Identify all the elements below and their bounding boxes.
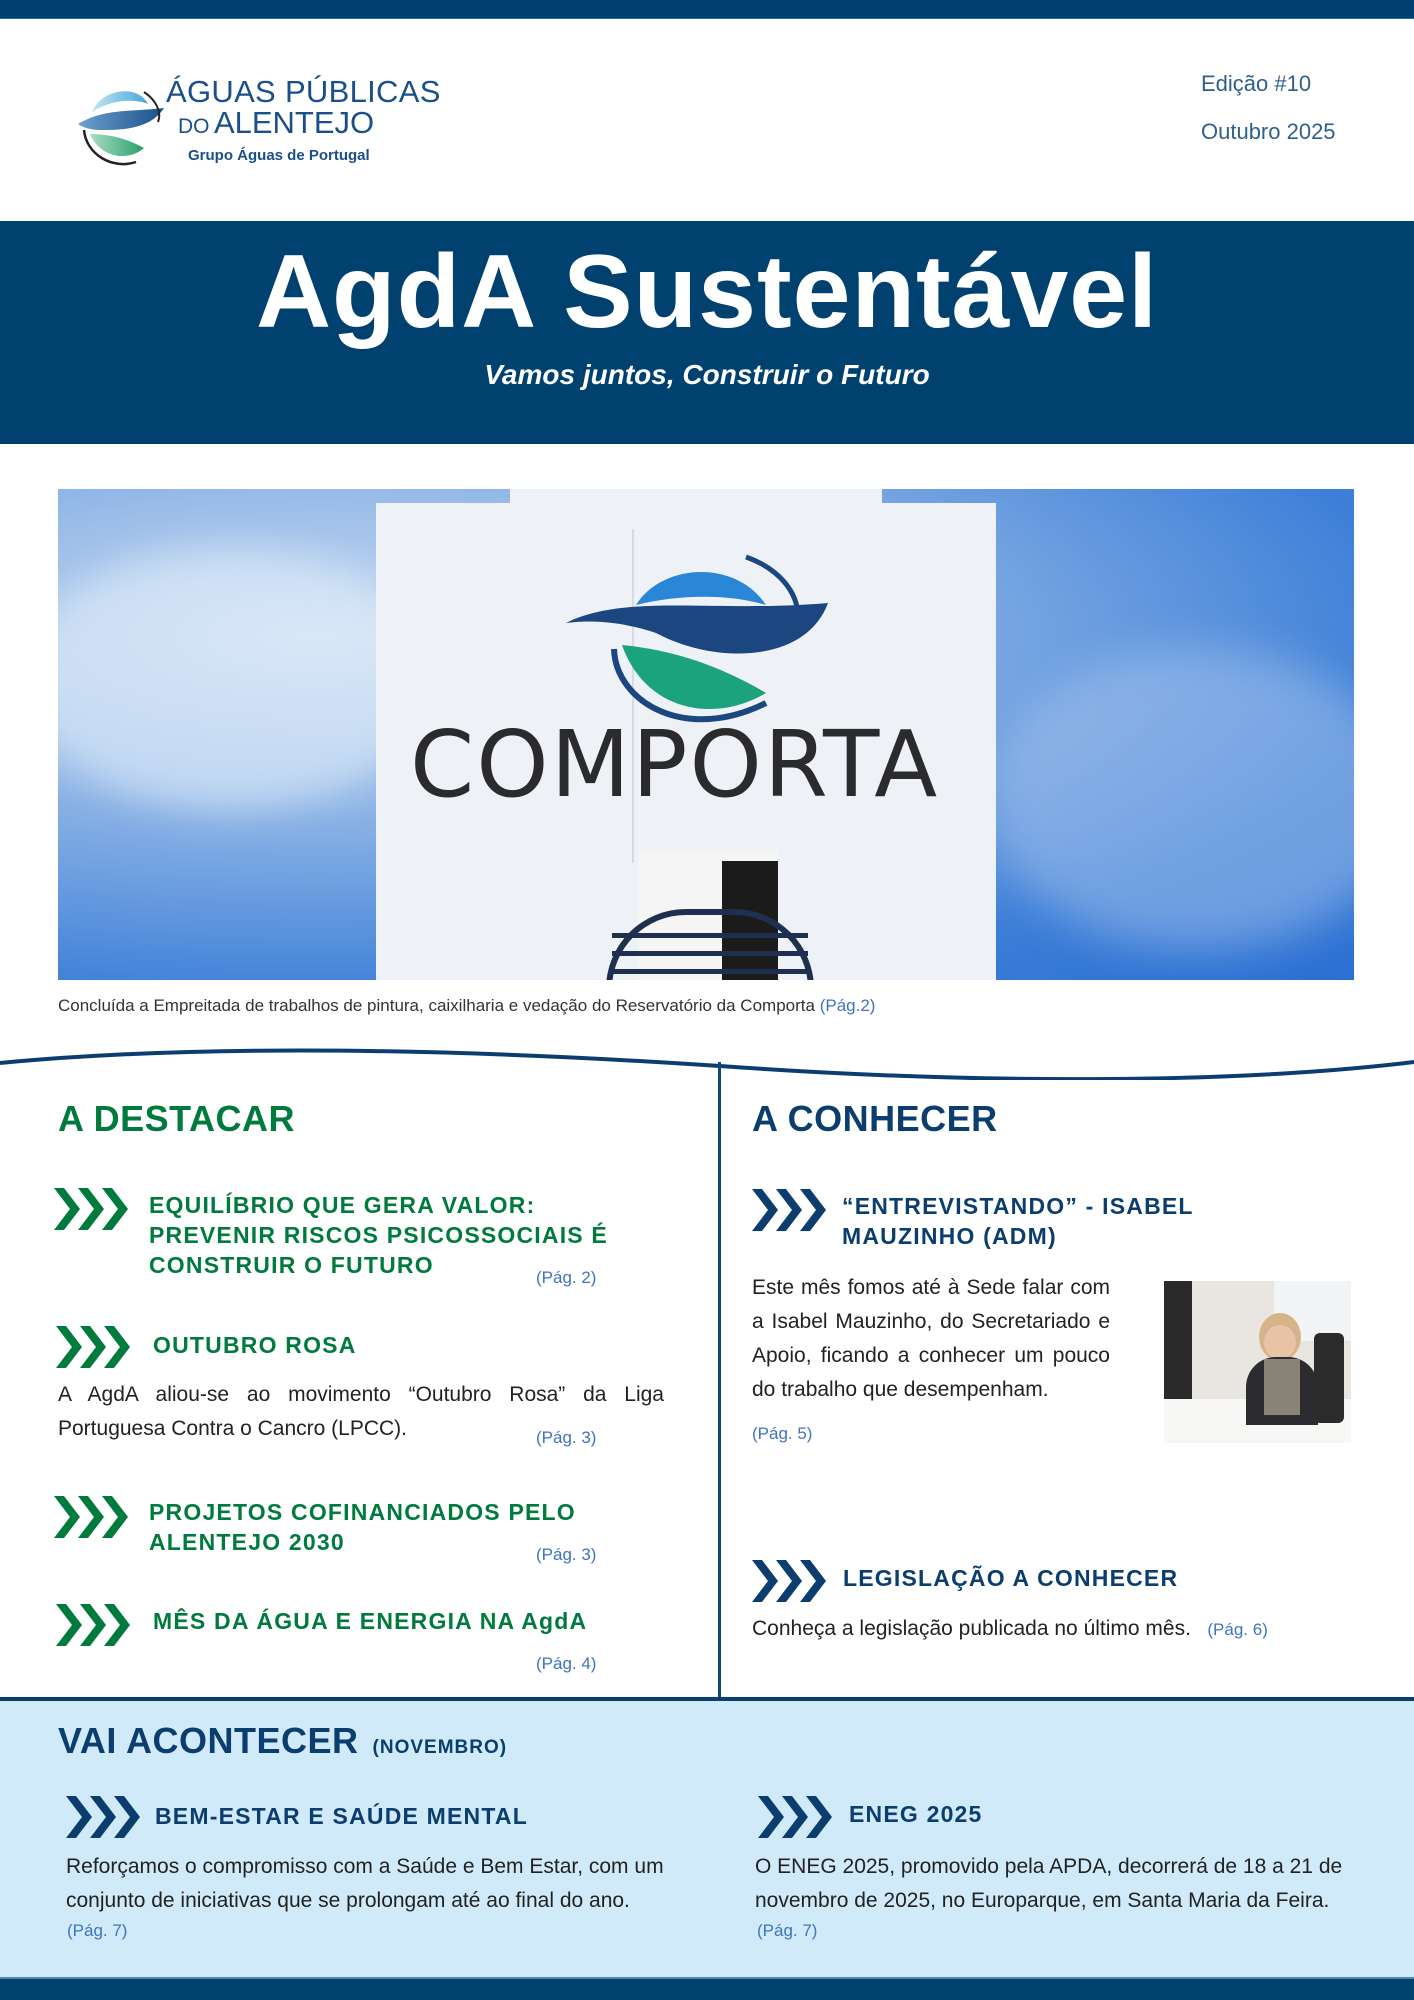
section-title-destacar: A DESTACAR — [58, 1098, 295, 1139]
triple-chevron-icon — [752, 1189, 830, 1231]
conhecer-item-row — [752, 1617, 1268, 1641]
reservoir-tower-top — [510, 489, 882, 529]
conhecer-item-title[interactable]: LEGISLAÇÃO A CONHECER — [843, 1565, 1179, 1591]
section-title-acontecer-month: (NOVEMBRO) — [372, 1737, 508, 1758]
acontecer-item-body: Reforçamos o compromisso com a Saúde e Bem Estar, com um conjunto de iniciativas que se prolongam até ao final do ano. — [66, 1855, 664, 1912]
photo-person-face — [1264, 1325, 1296, 1359]
triple-chevron-icon — [56, 1326, 134, 1368]
footer-bar — [0, 1977, 1414, 2000]
title-banner — [0, 221, 1414, 444]
acontecer-item-title[interactable]: BEM-ESTAR E SAÚDE MENTAL — [155, 1803, 528, 1829]
section-title-acontecer — [58, 1720, 507, 1762]
photo-chair — [1314, 1333, 1344, 1423]
triple-chevron-icon — [758, 1796, 836, 1838]
triple-chevron-icon — [54, 1496, 132, 1538]
acontecer-item-page-link[interactable]: (Pág. 7) — [67, 1921, 128, 1940]
comporta-sign-text: COMPORTA — [410, 711, 940, 818]
acontecer-item-page-link[interactable]: (Pág. 7) — [757, 1921, 818, 1940]
column-divider — [718, 1062, 721, 1698]
logo-text-do: DO — [178, 115, 210, 138]
hero-image-comporta-reservoir[interactable] — [58, 489, 1354, 980]
logo-tagline: Grupo Águas de Portugal — [188, 147, 370, 164]
acontecer-item-title[interactable]: ENEG 2025 — [849, 1801, 983, 1827]
section-title-conhecer: A CONHECER — [752, 1098, 998, 1139]
destacar-item-title[interactable]: PROJETOS COFINANCIADOS PELO ALENTEJO 2030 — [149, 1499, 576, 1555]
edition-info — [1201, 60, 1336, 156]
destacar-item-title[interactable]: EQUILÍBRIO QUE GERA VALOR: PREVENIR RISCOS PSICOSSOCIAIS É CONSTRUIR O FUTURO — [149, 1192, 608, 1278]
hero-caption-text: Concluída a Empreitada de trabalhos de pintura, caixilharia e vedação do Reservatório da Comporta — [58, 996, 815, 1015]
section-title-acontecer-text: VAI ACONTECER — [58, 1720, 359, 1761]
water-wave-logo-icon — [74, 78, 166, 170]
edition-date: Outubro 2025 — [1201, 119, 1336, 144]
photo-person-top — [1264, 1359, 1300, 1415]
triple-chevron-icon — [56, 1604, 134, 1646]
triple-chevron-icon — [66, 1796, 144, 1838]
logo-text-line1: ÁGUAS PÚBLICAS — [166, 74, 441, 109]
company-logo[interactable] — [74, 72, 441, 172]
destacar-item-page-link[interactable]: (Pág. 3) — [536, 1428, 597, 1447]
conhecer-item-body: Este mês fomos até à Sede falar com a Isabel Mauzinho, do Secretariado e Apoio, ficando a conhecer um pouco do trabalho que desempenham. — [752, 1276, 1110, 1401]
destacar-item-title[interactable]: OUTUBRO ROSA — [153, 1332, 357, 1358]
destacar-item-title[interactable]: MÊS DA ÁGUA E ENERGIA NA AgdA — [153, 1608, 588, 1634]
conhecer-item-page-link[interactable]: (Pág. 6) — [1207, 1620, 1268, 1639]
destacar-item-page-link[interactable]: (Pág. 2) — [536, 1268, 597, 1287]
conhecer-item-title[interactable]: “ENTREVISTANDO” - ISABEL MAUZINHO (ADM) — [842, 1193, 1194, 1249]
conhecer-item-body: Conheça a legislação publicada no último mês. — [752, 1617, 1191, 1640]
sky-cloud — [988, 649, 1354, 949]
newsletter-title: AgdA Sustentável — [255, 234, 1159, 350]
destacar-item-body: A AgdA aliou-se ao movimento “Outubro Rosa” da Liga Portuguesa Contra o Cancro (LPCC). — [58, 1383, 664, 1440]
logo-text-line2 — [178, 105, 374, 141]
interview-photo-isabel-mauzinho[interactable] — [1164, 1281, 1351, 1443]
triple-chevron-icon — [752, 1560, 830, 1602]
triple-chevron-icon — [54, 1188, 132, 1230]
destacar-item-page-link[interactable]: (Pág. 3) — [536, 1545, 597, 1564]
water-wave-logo-icon — [566, 553, 834, 729]
edition-number: Edição #10 — [1201, 71, 1312, 96]
logo-text-alentejo: ALENTEJO — [213, 105, 375, 140]
hero-caption-page-link[interactable]: (Pág.2) — [819, 996, 876, 1015]
newsletter-subtitle: Vamos juntos, Construir o Futuro — [484, 358, 930, 390]
hero-caption — [58, 996, 875, 1016]
conhecer-item-page-link[interactable]: (Pág. 5) — [752, 1424, 813, 1443]
wave-divider — [0, 1040, 1414, 1080]
destacar-item-page-link[interactable]: (Pág. 4) — [536, 1654, 597, 1673]
top-bar — [0, 0, 1414, 19]
acontecer-item-body: O ENEG 2025, promovido pela APDA, decorrerá de 18 a 21 de novembro de 2025, no Europarque, em Santa Maria da Feira. — [755, 1855, 1343, 1912]
